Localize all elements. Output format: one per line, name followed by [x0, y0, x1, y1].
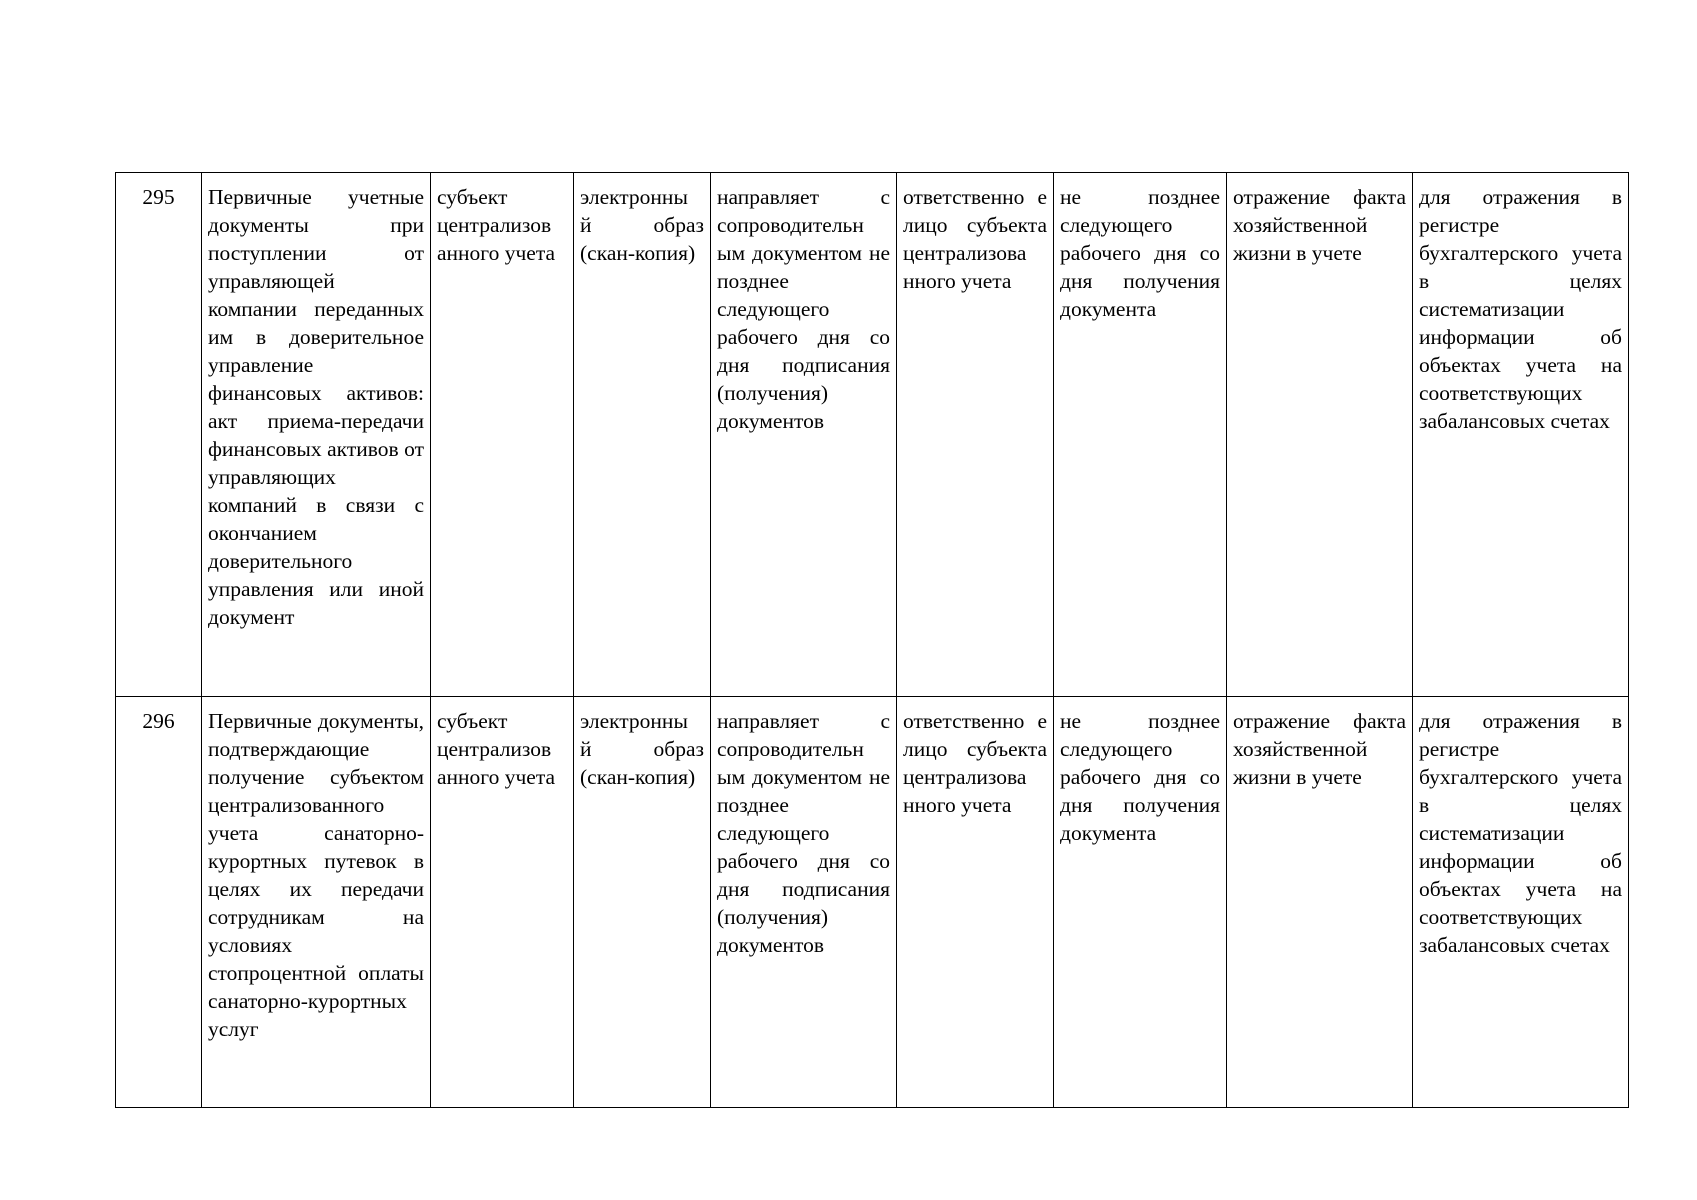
who-creates: субъект централизов анного учета: [437, 185, 556, 265]
who-creates-cell: [431, 697, 574, 1108]
document-description: Первичные документы, подтверждающие получение субъектом централизованного учета санаторно-курортных путевок в целях их передачи сотрудникам на условиях стопроцентной оплаты санаторно-курортных услуг: [208, 709, 424, 1041]
responsible-person: ответственно е лицо субъекта централизова нного учета: [903, 709, 1047, 817]
usage-cell: [1413, 173, 1629, 697]
document-format: электронны й образ (скан-копия): [580, 709, 704, 789]
responsible-cell: [897, 173, 1054, 697]
row-number: 295: [142, 185, 175, 209]
deadline: не позднее следующего рабочего дня со дня получения документа: [1060, 185, 1220, 321]
row-number: 296: [142, 709, 175, 733]
document-cell: [202, 697, 431, 1108]
usage: для отражения в регистре бухгалтерского учета в целях систематизации информации об объектах учета на соответствующих забалансовых счетах: [1419, 709, 1622, 957]
deadline-cell: [1054, 173, 1227, 697]
document-format: электронны й образ (скан-копия): [580, 185, 704, 265]
register-table: [115, 172, 1629, 1108]
purpose-cell: [1227, 173, 1413, 697]
usage: для отражения в регистре бухгалтерского учета в целях систематизации информации об объектах учета на соответствующих забалансовых счетах: [1419, 185, 1622, 433]
format-cell: [574, 173, 711, 697]
who-creates: субъект централизов анного учета: [437, 709, 556, 789]
purpose: отражение факта хозяйственной жизни в учете: [1233, 709, 1406, 789]
usage-cell: [1413, 697, 1629, 1108]
transfer-method-cell: [711, 173, 897, 697]
row-number-cell: [116, 697, 202, 1108]
document-cell: [202, 173, 431, 697]
transfer-method: направляет с сопроводительн ым документом не позднее следующего рабочего дня со дня подписания (получения) документов: [717, 709, 890, 957]
who-creates-cell: [431, 173, 574, 697]
table-row: [116, 697, 1629, 1108]
transfer-method-cell: [711, 697, 897, 1108]
deadline: не позднее следующего рабочего дня со дня получения документа: [1060, 709, 1220, 845]
purpose: отражение факта хозяйственной жизни в учете: [1233, 185, 1406, 265]
table-row: [116, 173, 1629, 697]
document-description: Первичные учетные документы при поступлении от управляющей компании переданных им в доверительное управление финансовых активов: акт приема-передачи финансовых активов от управляющих компаний в связи с окончанием доверительного управления или иной документ: [208, 185, 424, 629]
row-number-cell: [116, 173, 202, 697]
responsible-cell: [897, 697, 1054, 1108]
deadline-cell: [1054, 697, 1227, 1108]
format-cell: [574, 697, 711, 1108]
transfer-method: направляет с сопроводительн ым документом не позднее следующего рабочего дня со дня подписания (получения) документов: [717, 185, 890, 433]
responsible-person: ответственно е лицо субъекта централизова нного учета: [903, 185, 1047, 293]
purpose-cell: [1227, 697, 1413, 1108]
